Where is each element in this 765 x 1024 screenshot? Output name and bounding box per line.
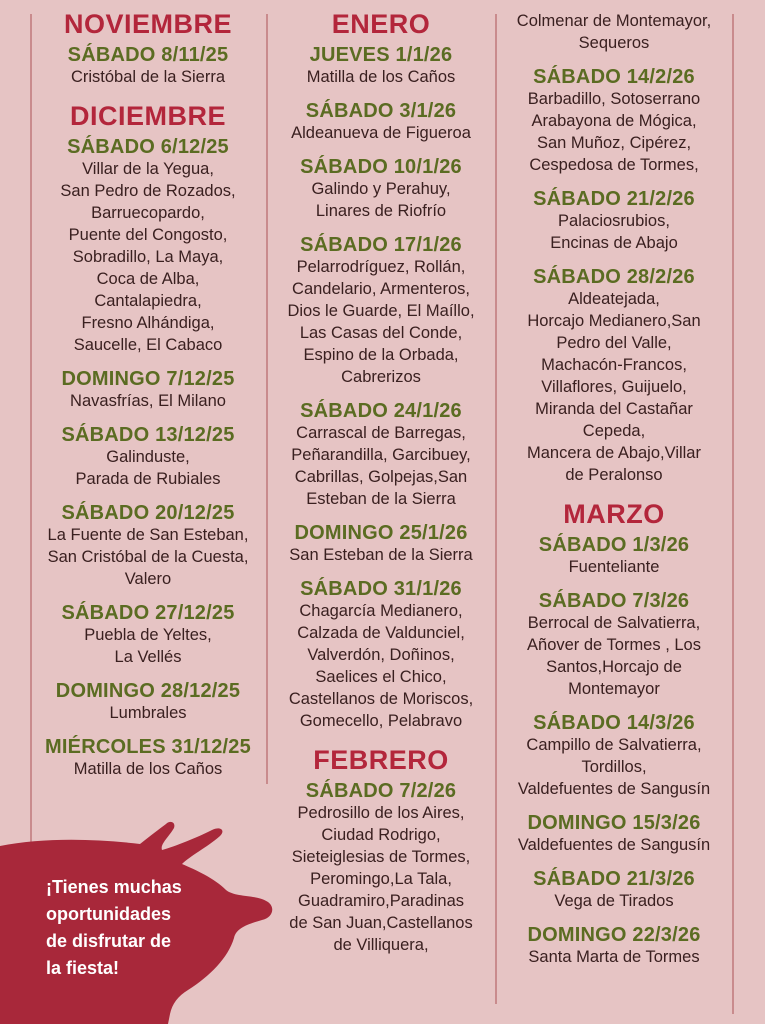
event-date: MIÉRCOLES 31/12/25 bbox=[45, 736, 251, 758]
event-date: DOMINGO 15/3/26 bbox=[527, 812, 701, 834]
event-date: SÁBADO 31/1/26 bbox=[300, 578, 462, 600]
event-entry bbox=[30, 368, 266, 412]
event-places: La Fuente de San Esteban, San Cristóbal de la Cuesta, Valero bbox=[47, 526, 249, 588]
event-date: SÁBADO 20/12/25 bbox=[61, 502, 235, 524]
event-places: Palaciosrubios, Encinas de Abajo bbox=[550, 212, 678, 252]
event-places: Valdefuentes de Sangusín bbox=[517, 836, 711, 854]
event-entry bbox=[268, 234, 494, 388]
event-places: San Esteban de la Sierra bbox=[289, 546, 473, 564]
event-date: SÁBADO 21/2/26 bbox=[533, 188, 695, 210]
event-date: SÁBADO 24/1/26 bbox=[300, 400, 462, 422]
month-section-marzo bbox=[496, 498, 732, 968]
event-entry bbox=[30, 736, 266, 780]
month-section-diciembre bbox=[30, 100, 266, 780]
event-places: Campillo de Salvatierra, Tordillos, Valdefuentes de Sangusín bbox=[517, 736, 711, 798]
event-places: Aldeatejada, Horcajo Medianero,San Pedro del Valle, Machacón-Francos, Villaflores, Guijuelo, Miranda del Castañar Cepeda, Mancera de Abajo,Villar de Peralonso bbox=[527, 290, 701, 484]
event-date: DOMINGO 22/3/26 bbox=[527, 924, 701, 946]
column-3 bbox=[496, 10, 732, 980]
event-entry bbox=[30, 502, 266, 590]
event-date: SÁBADO 13/12/25 bbox=[61, 424, 235, 446]
event-places: Lumbrales bbox=[109, 704, 187, 722]
event-date: SÁBADO 7/3/26 bbox=[538, 590, 690, 612]
event-entry bbox=[496, 590, 732, 700]
event-entry bbox=[496, 188, 732, 254]
column-1 bbox=[30, 8, 266, 792]
event-places: Carrascal de Barregas, Peñarandilla, Garcibuey, Cabrillas, Golpejas,San Esteban de la Sierra bbox=[291, 424, 471, 508]
promo-text: ¡Tienes muchas oportunidades de disfrutar de la fiesta! bbox=[46, 877, 182, 978]
event-places: Navasfrías, El Milano bbox=[70, 392, 226, 410]
month-section-continued bbox=[496, 10, 732, 486]
event-date: SÁBADO 8/11/25 bbox=[67, 44, 229, 66]
event-date: DOMINGO 7/12/25 bbox=[61, 368, 235, 390]
event-date: SÁBADO 1/3/26 bbox=[538, 534, 690, 556]
event-entry bbox=[268, 522, 494, 566]
month-heading: FEBRERO bbox=[313, 745, 449, 775]
month-heading: MARZO bbox=[563, 499, 665, 529]
event-places: Pedrosillo de los Aires, Ciudad Rodrigo, Sieteiglesias de Tormes, Peromingo,La Tala, Guadramiro,Paradinas de San Juan,Castellanos de Villiquera, bbox=[289, 804, 473, 954]
event-entry bbox=[30, 136, 266, 356]
event-entry bbox=[496, 10, 732, 54]
event-date: JUEVES 1/1/26 bbox=[309, 44, 453, 66]
event-entry bbox=[496, 66, 732, 176]
event-entry bbox=[268, 44, 494, 88]
event-places: Cristóbal de la Sierra bbox=[70, 68, 226, 86]
event-date: SÁBADO 21/3/26 bbox=[533, 868, 695, 890]
event-places: Puebla de Yeltes, La Vellés bbox=[84, 626, 212, 666]
event-places: Matilla de los Caños bbox=[73, 760, 223, 778]
event-places: Vega de Tirados bbox=[554, 892, 674, 910]
event-date: SÁBADO 10/1/26 bbox=[300, 156, 462, 178]
event-entry bbox=[496, 534, 732, 578]
event-date: SÁBADO 7/2/26 bbox=[305, 780, 457, 802]
event-entry bbox=[268, 400, 494, 510]
event-places: Barbadillo, Sotoserrano Arabayona de Mógica, San Muñoz, Cipérez, Cespedosa de Tormes, bbox=[527, 90, 701, 174]
event-entry bbox=[268, 578, 494, 732]
event-date: SÁBADO 17/1/26 bbox=[300, 234, 462, 256]
event-date: SÁBADO 14/2/26 bbox=[533, 66, 695, 88]
event-date: DOMINGO 28/12/25 bbox=[55, 680, 241, 702]
event-places: Fuenteliante bbox=[568, 558, 660, 576]
event-entry bbox=[496, 868, 732, 912]
event-places: Aldeanueva de Figueroa bbox=[291, 124, 471, 142]
event-places: Berrocal de Salvatierra, Añover de Tormes , Los Santos,Horcajo de Montemayor bbox=[527, 614, 701, 698]
event-entry bbox=[30, 680, 266, 724]
month-heading: ENERO bbox=[331, 9, 431, 39]
event-entry bbox=[496, 712, 732, 800]
month-section-noviembre bbox=[30, 8, 266, 88]
event-entry bbox=[496, 924, 732, 968]
event-entry bbox=[268, 780, 494, 956]
month-heading: NOVIEMBRE bbox=[63, 9, 233, 39]
event-places: Galinduste, Parada de Rubiales bbox=[75, 448, 221, 488]
event-places: Santa Marta de Tormes bbox=[528, 948, 700, 966]
event-entry bbox=[30, 424, 266, 490]
column-divider-right bbox=[732, 14, 734, 1014]
event-date: SÁBADO 14/3/26 bbox=[533, 712, 695, 734]
event-date: SÁBADO 27/12/25 bbox=[61, 602, 235, 624]
event-entry bbox=[30, 44, 266, 88]
event-places: Colmenar de Montemayor, Sequeros bbox=[516, 12, 712, 52]
event-date: SÁBADO 3/1/26 bbox=[305, 100, 457, 122]
event-places: Chagarcía Medianero, Calzada de Valdunciel, Valverdón, Doñinos, Saelices el Chico, Castellanos de Moriscos, Gomecello, Pelabravo bbox=[288, 602, 474, 730]
month-heading: DICIEMBRE bbox=[69, 101, 226, 131]
month-section-enero bbox=[268, 8, 494, 732]
event-entry bbox=[268, 100, 494, 144]
event-entry bbox=[496, 812, 732, 856]
event-date: DOMINGO 25/1/26 bbox=[294, 522, 468, 544]
event-places: Galindo y Perahuy, Linares de Riofrío bbox=[311, 180, 451, 220]
event-places: Villar de la Yegua, San Pedro de Rozados, Barruecopardo, Puente del Congosto, Sobradillo, La Maya, Coca de Alba, Cantalapiedra, Fresno Alhándiga, Saucelle, El Cabaco bbox=[60, 160, 236, 354]
column-2 bbox=[268, 8, 494, 968]
event-entry bbox=[496, 266, 732, 486]
event-entry bbox=[268, 156, 494, 222]
event-date: SÁBADO 6/12/25 bbox=[67, 136, 229, 158]
event-date: SÁBADO 28/2/26 bbox=[533, 266, 695, 288]
month-section-febrero bbox=[268, 744, 494, 956]
event-entry bbox=[30, 602, 266, 668]
event-places: Pelarrodríguez, Rollán, Candelario, Armenteros, Dios le Guarde, El Maíllo, Las Casas del Conde, Espino de la Orbada, Cabrerizos bbox=[287, 258, 475, 386]
event-places: Matilla de los Caños bbox=[306, 68, 456, 86]
